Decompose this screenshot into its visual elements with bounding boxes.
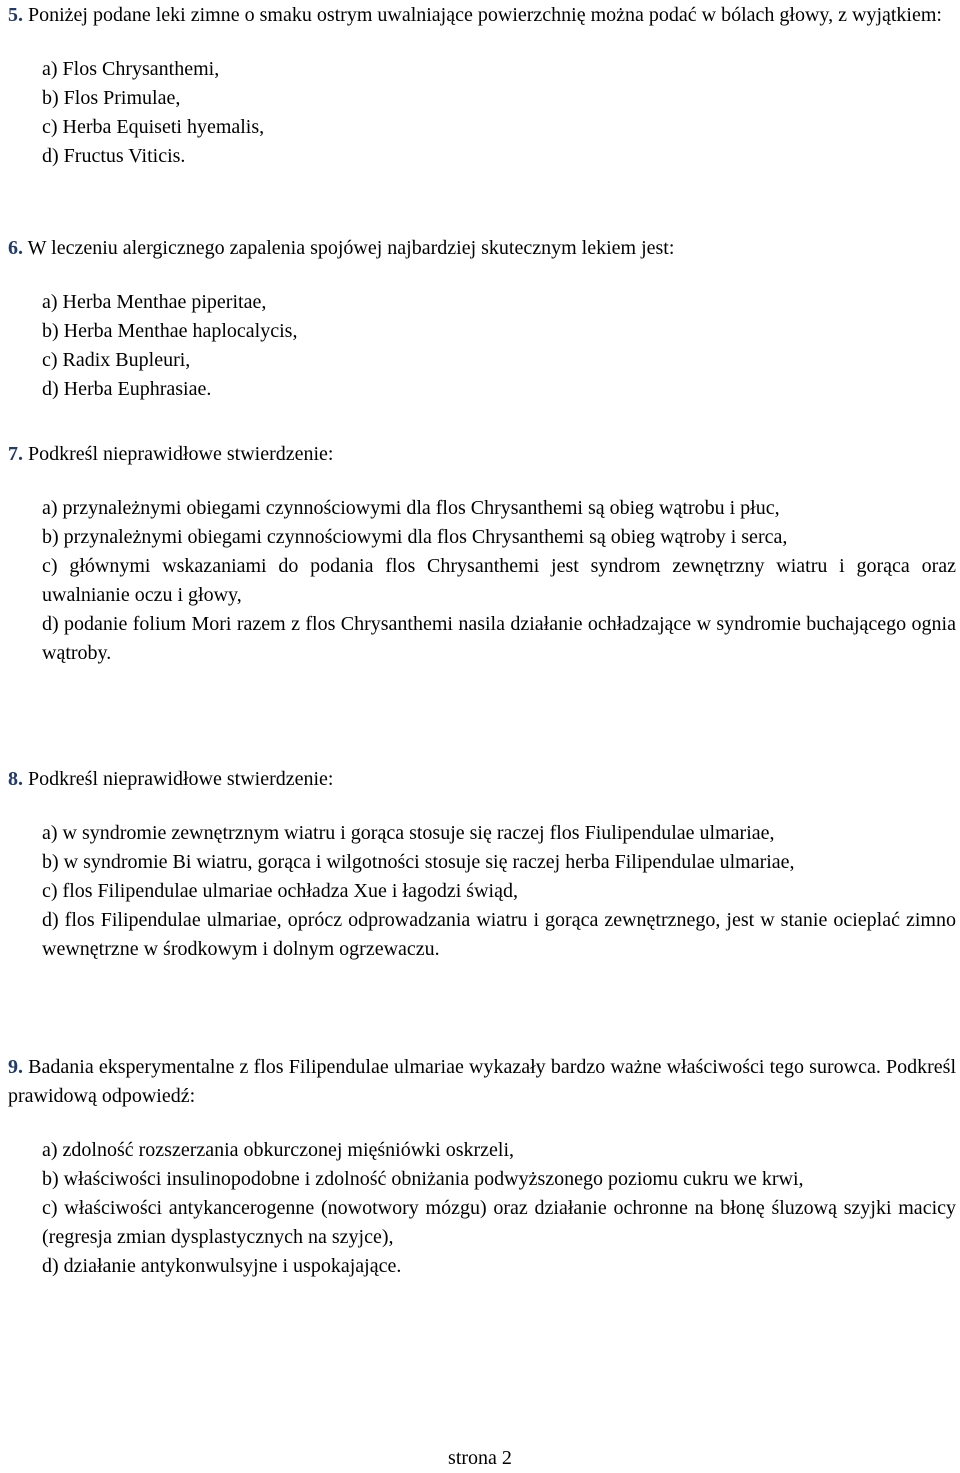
question-7: [8, 440, 956, 668]
question-text: 7. Podkreśl nieprawidłowe stwierdzenie:: [8, 443, 334, 465]
question-text: 9. Badania eksperymentalne z flos Filipendulae ulmariae wykazały bardzo ważne właściwości tego surowca. Podkreśl prawidową odpowiedź:: [8, 1056, 956, 1107]
answer-option: c) właściwości antykancerogenne (nowotwory mózgu) oraz działanie ochronne na błonę śluzową szyjki macicy (regresja zmian dysplastycznych na szyjce),: [42, 1197, 956, 1248]
question-number: 8.: [8, 768, 23, 790]
answer-option: c) flos Filipendulae ulmariae ochładza Xue i łagodzi świąd,: [42, 880, 518, 902]
answer-option: d) Fructus Viticis.: [42, 145, 186, 167]
answer-option: c) głównymi wskazaniami do podania flos Chrysanthemi jest syndrom zewnętrzny wiatru i gorąca oraz uwalnianie oczu i głowy,: [42, 555, 956, 606]
question-number: 7.: [8, 443, 23, 465]
answer-option: a) Flos Chrysanthemi,: [42, 58, 220, 80]
answer-option: a) przynależnymi obiegami czynnościowymi dla flos Chrysanthemi są obieg wątrobu i płuc,: [42, 497, 780, 519]
question-number: 9.: [8, 1056, 23, 1078]
answer-list: [8, 288, 956, 404]
answer-list: [8, 494, 956, 668]
answer-option: c) Radix Bupleuri,: [42, 349, 191, 371]
question-number: 5.: [8, 4, 23, 26]
question-number: 6.: [8, 237, 23, 259]
answer-list: [8, 819, 956, 964]
page-footer: strona 2: [448, 1447, 512, 1469]
answer-option: b) właściwości insulinopodobne i zdolność obniżania podwyższonego poziomu cukru we krwi,: [42, 1168, 804, 1190]
question-9: [8, 1053, 956, 1281]
question-text: 5. Poniżej podane leki zimne o smaku ostrym uwalniające powierzchnię można podać w bólach głowy, z wyjątkiem:: [8, 4, 942, 26]
question-6: [8, 234, 956, 404]
answer-list: [8, 55, 956, 171]
question-5: [8, 1, 956, 171]
answer-option: d) Herba Euphrasiae.: [42, 378, 212, 400]
answer-option: b) Flos Primulae,: [42, 87, 181, 109]
answer-option: a) w syndromie zewnętrznym wiatru i gorąca stosuje się raczej flos Fiulipendulae ulmariae,: [42, 822, 775, 844]
answer-option: b) w syndromie Bi wiatru, gorąca i wilgotności stosuje się raczej herba Filipendulae ulmariae,: [42, 851, 795, 873]
answer-option: d) flos Filipendulae ulmariae, oprócz odprowadzania wiatru i gorąca zewnętrznego, jest w stanie ocieplać zimno wewnętrzne w środkowym i dolnym ogrzewaczu.: [42, 909, 956, 960]
answer-option: d) podanie folium Mori razem z flos Chrysanthemi nasila działanie ochładzające w syndromie buchającego ognia wątroby.: [42, 613, 956, 664]
question-text: 6. W leczeniu alergicznego zapalenia spojówej najbardziej skutecznym lekiem jest:: [8, 237, 675, 259]
answer-option: a) zdolność rozszerzania obkurczonej mięśniówki oskrzeli,: [42, 1139, 515, 1161]
answer-option: d) działanie antykonwulsyjne i uspokajające.: [42, 1255, 402, 1277]
question-8: [8, 765, 956, 964]
answer-option: c) Herba Equiseti hyemalis,: [42, 116, 265, 138]
answer-list: [8, 1136, 956, 1281]
answer-option: a) Herba Menthae piperitae,: [42, 291, 267, 313]
answer-option: b) Herba Menthae haplocalycis,: [42, 320, 298, 342]
answer-option: b) przynależnymi obiegami czynnościowymi dla flos Chrysanthemi są obieg wątroby i serca,: [42, 526, 788, 548]
question-text: 8. Podkreśl nieprawidłowe stwierdzenie:: [8, 768, 334, 790]
